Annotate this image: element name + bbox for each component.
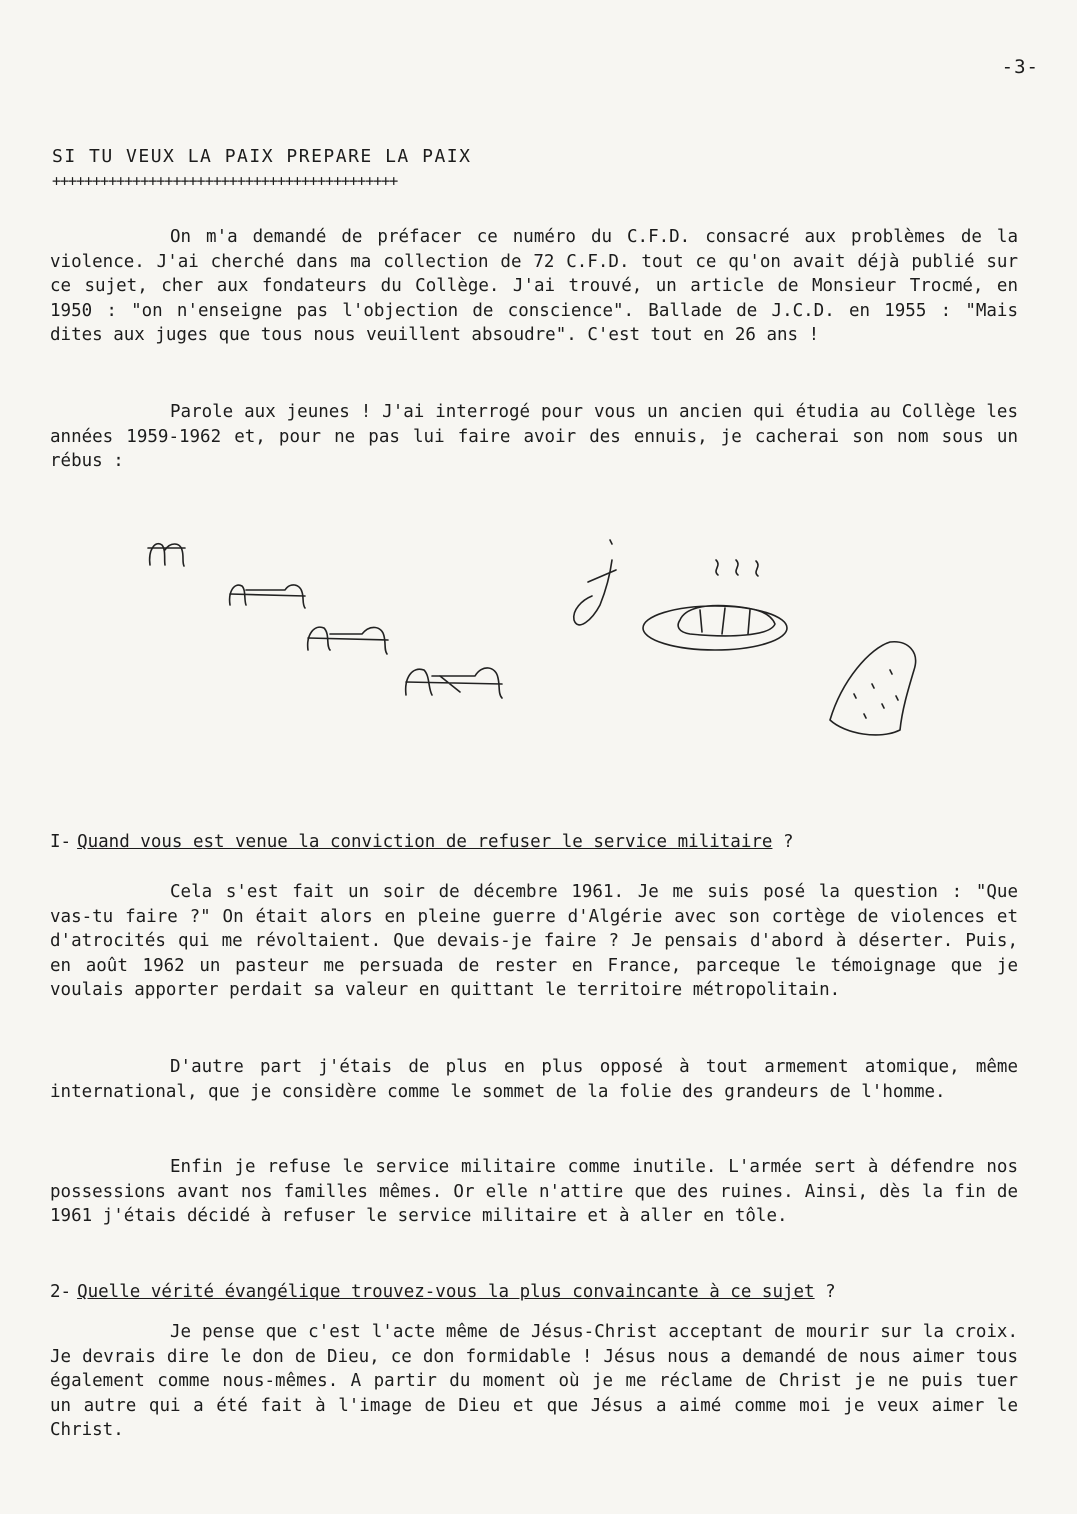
question-2	[50, 1280, 1018, 1304]
rebus-sketch-4	[406, 668, 502, 698]
question-1-mark: ?	[783, 832, 794, 852]
question-2-text: Quelle vérité évangélique trouvez-vous la plus convaincante à ce sujet	[77, 1282, 815, 1302]
answer-2-paragraph: Je pense que c'est l'acte même de Jésus-Christ acceptant de mourir sur la croix. Je devrais dire le don de Dieu, ce don formidable ! Jésus nous a demandé de nous aimer tous également comme nous-mêmes. A partir du moment où je me réclame de Christ je ne puis tuer un autre qui a été fait à l'image de Dieu et que Jésus a aimé comme moi je veux aimer le Christ.	[50, 1322, 1018, 1440]
question-1-text: Quand vous est venue la conviction de refuser le service militaire	[77, 832, 773, 852]
rebus-drawing	[130, 520, 930, 760]
answer-1-paragraph-3: Enfin je refuse le service militaire comme inutile. L'armée sert à défendre nos possessions avant nos familles mêmes. Or elle n'attire que des ruines. Ainsi, dès la fin de 1961 j'étais décidé à refuser le service militaire et à aller en tôle.	[50, 1157, 1018, 1226]
rebus-sketch-1	[148, 544, 185, 566]
question-2-mark: ?	[825, 1282, 836, 1302]
answer-1-paragraph-2: D'autre part j'étais de plus en plus opposé à tout armement atomique, même international, que je considère comme le sommet de la folie des grandeurs de l'homme.	[50, 1057, 1018, 1102]
question-1-number: I-	[50, 832, 72, 852]
answer-1-paragraph-1: Cela s'est fait un soir de décembre 1961. Je me suis posé la question : "Que vas-tu faire ?" On était alors en pleine guerre d'Algérie avec son cortège de violences et d'atrocités qui me révoltaient. Que devais-je faire ? Je pensais d'abord à déserter. Puis, en août 1962 un pasteur me persuada de rester en France, parceque le témoignage que je voulais apporter perdait sa valeur en quittant le territoire métropolitain.	[50, 882, 1018, 1000]
rebus-sketch-2	[230, 585, 305, 608]
intro-paragraph-1: On m'a demandé de préfacer ce numéro du C.F.D. consacré aux problèmes de la violence. J'ai cherché dans ma collection de 72 C.F.D. tout ce qu'on avait déjà publié sur ce sujet, cher aux fondateurs du Collège. J'ai trouvé, un article de Monsieur Trocmé, en 1950 : "on n'enseigne pas l'objection de conscience". Ballade de J.C.D. en 1955 : "Mais dites aux juges que tous nous veuillent absoudre". C'est tout en 26 ans !	[50, 227, 1018, 345]
page-number: -3-	[1001, 56, 1039, 78]
title-underline: +++++++++++++++++++++++++++++++++++++++++++	[52, 172, 398, 190]
page-title: SI TU VEUX LA PAIX PREPARE LA PAIX	[52, 146, 472, 167]
rebus-plate	[643, 560, 787, 650]
question-1	[50, 830, 1018, 854]
rebus-letter-j	[574, 540, 616, 625]
rebus-sketch-3	[308, 627, 388, 654]
intro-paragraph-2: Parole aux jeunes ! J'ai interrogé pour vous un ancien qui étudia au Collège les années 1959-1962 et, pour ne pas lui faire avoir des ennuis, je cacherai son nom sous un rébus :	[50, 402, 1018, 471]
question-2-number: 2-	[50, 1282, 72, 1302]
rebus-cone	[830, 642, 916, 735]
